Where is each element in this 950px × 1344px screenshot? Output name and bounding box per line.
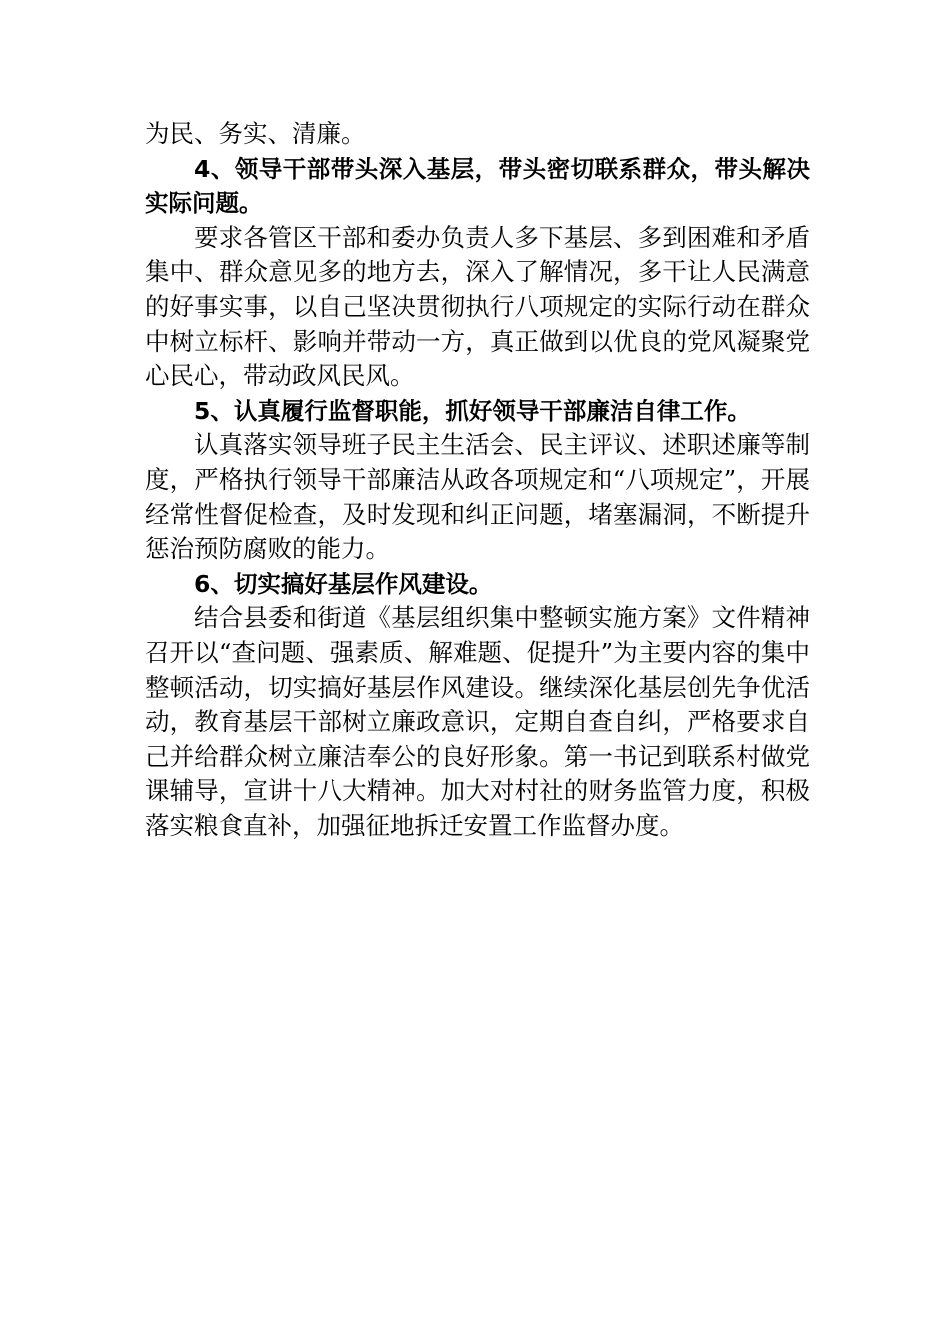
document-body	[145, 117, 810, 843]
heading-4: 4、领导干部带头深入基层，带头密切联系群众，带头解决实际问题。	[145, 154, 810, 218]
heading-6: 6、切实搞好基层作风建设。	[194, 569, 493, 598]
paragraph-continuation: 为民、务实、清廉。	[145, 119, 366, 148]
paragraph-4-body: 要求各管区干部和委办负责人多下基层、多到困难和矛盾集中、群众意见多的地方去，深入了解情况，多干让人民满意的好事实事，以自己坚决贯彻执行八项规定的实际行动在群众中树立标杆、影响并带动一方，真正做到以优良的党风凝聚党心民心，带动政风民风。	[145, 222, 810, 391]
paragraph-6-body: 结合县委和街道《基层组织集中整顿实施方案》文件精神召开以“查问题、强素质、解难题、促提升”为主要内容的集中整顿活动，切实搞好基层作风建设。继续深化基层创先争优活动，教育基层干部树立廉政意识，定期自查自纠，严格要求自己并给群众树立廉洁奉公的良好形象。第一书记到联系村做党课辅导，宣讲十八大精神。加大对村社的财务监管力度，积极落实粮食直补，加强征地拆迁安置工作监督办度。	[145, 603, 810, 840]
heading-5: 5、认真履行监督职能，抓好领导干部廉洁自律工作。	[194, 396, 751, 425]
paragraph-5-body: 认真落实领导班子民主生活会、民主评议、述职述廉等制度，严格执行领导干部廉洁从政各项规定和“八项规定”，开展经常性督促检查，及时发现和纠正问题，堵塞漏洞，不断提升惩治预防腐败的能力。	[145, 430, 810, 564]
